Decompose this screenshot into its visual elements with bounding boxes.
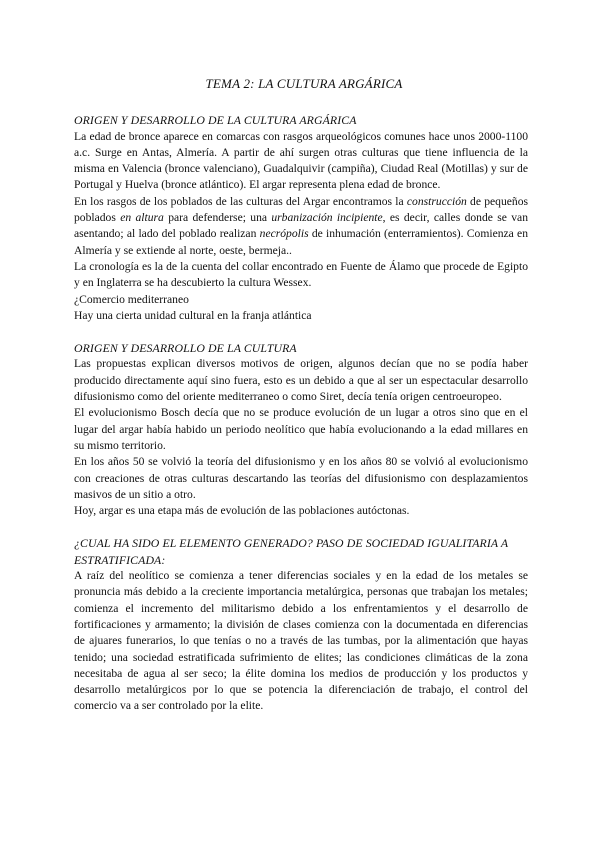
emphasis-text: en altura bbox=[120, 211, 164, 225]
text-run: En los rasgos de los poblados de las culturas del Argar encontramos la bbox=[74, 194, 407, 208]
emphasis-text: urbanización incipiente bbox=[271, 211, 383, 225]
emphasis-text: construcción bbox=[406, 194, 467, 208]
document-title: TEMA 2: LA CULTURA ARGÁRICA bbox=[205, 76, 403, 91]
section-origen-cultura-argarica bbox=[74, 112, 528, 324]
paragraph: Hoy, argar es una etapa más de evolución de las poblaciones autóctonas. bbox=[74, 504, 410, 518]
paragraph: Las propuestas explican diversos motivos de origen, algunos decían que no se podía haber producido directamente aquí sino fuera, esto es un debido a que al ser un espectacular desarrollo difusionismo como del oriente mediterraneo o como Siret, decía tenía origen centroeuropeo. bbox=[74, 357, 528, 404]
paragraph: El evolucionismo Bosch decía que no se produce evolución de un lugar a otros sino que en el lugar del argar había habido un periodo neolítico que había evolucionando a la edad millares en su mismo territorio. bbox=[74, 406, 528, 452]
paragraph: Hay una cierta unidad cultural en la franja atlántica bbox=[74, 308, 312, 322]
section-heading: ORIGEN Y DESARROLLO DE LA CULTURA ARGÁRICA bbox=[74, 113, 357, 128]
paragraph: La edad de bronce aparece en comarcas con rasgos arqueológicos comunes hace unos 2000-1100 a.c. Surge en Antas, Almería. A partir de ahí surgen otras culturas que tiene influencia de la misma en Valencia (bronce valenciano), Guadalquivir (campiña), Ciudad Real (Motillas) y sur de Portugal y Huelva (bronce atlántico). El argar representa plena edad de bronce. bbox=[74, 129, 528, 192]
text-run: , es decir, calles donde se van asentando; al lado del poblado realizan bbox=[74, 211, 528, 241]
paragraph: La cronología es la de la cuenta del collar encontrado en Fuente de Álamo que procede de Egipto y en Inglaterra se ha descubierto la cultura Wessex. bbox=[74, 259, 528, 290]
section-origen-cultura bbox=[74, 340, 528, 519]
paragraph-poblados bbox=[74, 194, 528, 259]
section-heading: ¿CUAL HA SIDO EL ELEMENTO GENERADO? PASO DE SOCIEDAD IGUALITARIA A ESTRATIFICADA: bbox=[74, 536, 508, 567]
document-body bbox=[74, 76, 528, 731]
text-run: de pequeños poblados bbox=[74, 194, 528, 225]
emphasis-text: necrópolis bbox=[259, 227, 309, 241]
section-elemento-generado bbox=[74, 535, 528, 714]
paragraph: En los años 50 se volvió la teoría del difusionismo y en los años 80 se volvió al evolucionismo con creaciones de otras culturas descartando las teorías del difusionismo con desplazamientos masivos de un sitio a otro. bbox=[74, 455, 528, 501]
text-run: de inhumación (enterramientos). Comienza en Almería y se extiende al norte, oeste, bermeja.. bbox=[74, 227, 528, 257]
section-heading: ORIGEN Y DESARROLLO DE LA CULTURA bbox=[74, 341, 297, 356]
paragraph: A raíz del neolítico se comienza a tener diferencias sociales y en la edad de los metales se pronuncia más debido a la creciente importancia metalúrgica, personas que trabajan los metales; comienza el incremento del militarismo debido a los enfrentamientos y el desarrollo de fortificaciones y armamento; la división de clases comienza con la documentada en diferencias de ajuares funerarios, lo que tenías o no a través de las tumbas, por la alimentación que hayas tenido; una sociedad estratificada sufrimiento de elites; las condiciones climáticas de la zona necesitaba de agua al ser seco; la élite domina los medios de producción y los productos y desarrollo metalúrgicos por lo que se potencia la diferenciación de trabajo, el control del comercio va a ser controlado por la elite. bbox=[74, 569, 528, 713]
text-run: para defenderse; una bbox=[163, 211, 272, 225]
paragraph: ¿Comercio mediterraneo bbox=[74, 292, 189, 306]
